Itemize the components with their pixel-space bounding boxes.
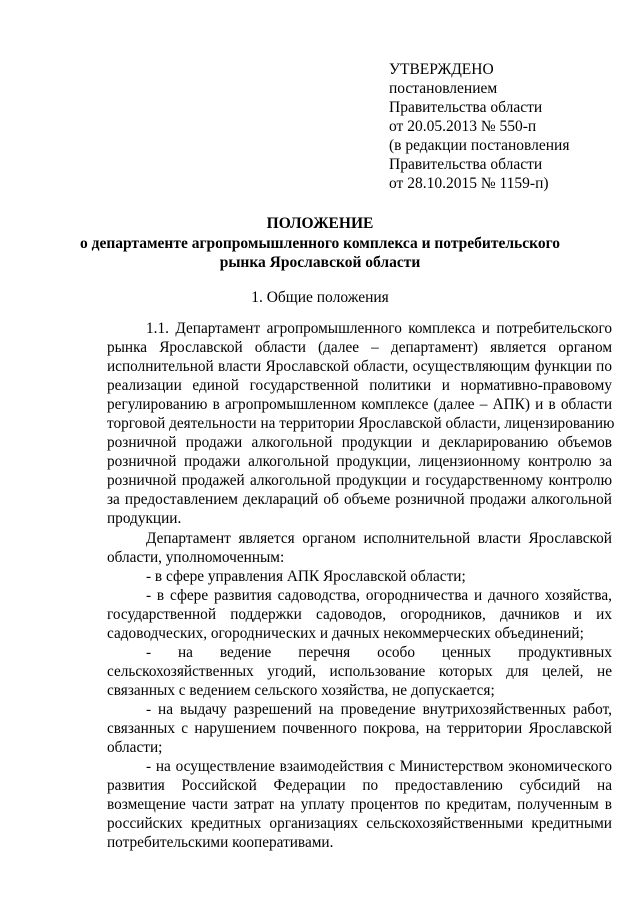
paragraph-line: - на осуществление взаимодействия с Министерством экономического <box>146 758 612 776</box>
paragraph-line: сельскохозяйственных угодий, использование которых для целей, не <box>107 662 612 680</box>
paragraph-line: розничной продажи алкогольной продукции, лицензионному контролю за <box>107 453 612 471</box>
approval-line: от 28.10.2015 № 1159-п) <box>389 175 549 192</box>
paragraph-line: за предоставлением деклараций об объеме розничной продажи алкогольной <box>107 491 612 509</box>
approval-line: постановлением <box>389 80 498 97</box>
paragraph <box>107 700 612 757</box>
approval-line: Правительства области <box>389 156 543 173</box>
paragraph-line: потребительскими кооперативами. <box>107 834 334 852</box>
document-title <box>0 214 640 273</box>
paragraph-line: реализации единой государственной политики и нормативно-правовому <box>107 377 612 395</box>
paragraph <box>107 319 615 529</box>
document-body <box>107 319 615 852</box>
paragraph <box>107 529 612 567</box>
approval-line: УТВЕРЖДЕНО <box>389 61 494 78</box>
paragraph <box>107 586 612 643</box>
paragraph-line: российских кредитных организациях сельскохозяйственными кредитными <box>107 815 612 833</box>
paragraph-line: 1.1. Департамент агропромышленного комплекса и потребительского <box>146 320 612 337</box>
title-line: о департаменте агропромышленного комплекса и потребительского <box>79 234 560 252</box>
paragraph-line: садоводческих, огороднических и дачных некоммерческих объединений; <box>107 624 584 642</box>
paragraph-line: продукции. <box>107 510 182 528</box>
paragraph-line: - на выдачу разрешений на проведение внутрихозяйственных работ, <box>146 700 612 718</box>
paragraph <box>107 643 612 700</box>
paragraph-line: рынка Ярославской области (далее – департамент) является органом <box>107 339 612 357</box>
paragraph <box>107 757 612 852</box>
paragraph-line: государственной поддержки садоводов, огородников, дачников и их <box>107 605 612 623</box>
title-line: рынка Ярославской области <box>219 254 421 271</box>
approval-line: (в редакции постановления <box>389 137 570 154</box>
paragraph-line: развития Российской Федерации по предоставлению субсидий на <box>107 777 612 795</box>
paragraph-line: области; <box>107 739 163 757</box>
paragraph-line: связанных с ведением сельского хозяйства, не допускается; <box>107 681 495 699</box>
paragraph-line: Департамент является органом исполнительной власти Ярославской <box>146 529 612 547</box>
section-heading: 1. Общие положения <box>251 289 389 306</box>
approval-line: от 20.05.2013 № 550-п <box>389 118 537 135</box>
paragraph-line: - на ведение перечня особо ценных продуктивных <box>146 643 612 661</box>
paragraph-line: розничной продажей алкогольной продукции и государственному контролю <box>107 472 612 490</box>
approval-stamp <box>389 60 569 193</box>
title-heading: ПОЛОЖЕНИЕ <box>266 215 374 232</box>
paragraph-line: исполнительной власти Ярославской области, осуществляющим функции по <box>107 358 612 376</box>
paragraph-line: области, уполномоченным: <box>107 548 285 566</box>
paragraph-line: - в сфере управления АПК Ярославской области; <box>146 567 466 585</box>
paragraph-line: возмещение части затрат на уплату процентов по кредитам, полученным в <box>107 796 612 814</box>
paragraph <box>107 567 612 586</box>
paragraph-line: связанных с нарушением почвенного покрова, на территории Ярославской <box>107 719 612 737</box>
paragraph-line: регулированию в агропромышленном комплексе (далее – АПК) и в области <box>107 396 612 414</box>
paragraph-line: розничной продажи алкогольной продукции и декларированию объемов <box>107 434 612 452</box>
paragraph-line: - в сфере развития садоводства, огородничества и дачного хозяйства, <box>146 586 612 604</box>
approval-line: Правительства области <box>389 99 543 116</box>
paragraph-line: торговой деятельности на территории Ярославской области, лицензированию <box>107 415 615 433</box>
